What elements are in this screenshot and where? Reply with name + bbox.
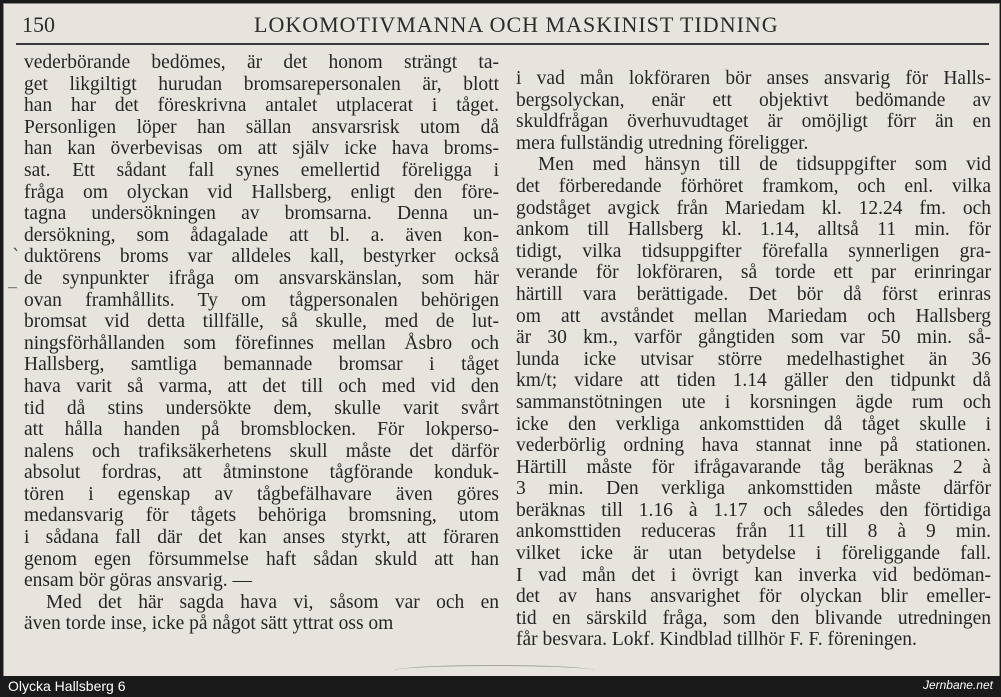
text-line: härtill vara berättigade. Det bör då först erinras [516, 283, 991, 305]
text-line: Med det här sagda hava vi, såsom var och en [46, 591, 499, 613]
page-header [4, 10, 999, 42]
text-line: de synpunkter ifråga om ansvarskänslan, som här [24, 267, 499, 289]
page-number: 150 [22, 12, 55, 37]
text-line: genom egen försummelse haft sådan skuld att han [24, 548, 499, 570]
text-line: Men med hänsyn till de tidsuppgifter som vid [538, 154, 991, 176]
text-line: verande för lokföraren, så torde ett par erinringar [516, 262, 991, 284]
text-line: get likgiltigt hurudan bromsarepersonalen är, blott [24, 73, 499, 95]
text-line: om att avståndet mellan Mariedam och Hallsberg [516, 305, 991, 327]
left-column [24, 52, 499, 635]
text-line: Härtill måste för ifrågavarande tåg beräknas 2 à [516, 456, 991, 478]
header-rule [16, 43, 989, 45]
text-line: godståget avgick från Mariedam kl. 12.24 fm. och [516, 197, 991, 219]
text-line: i vad mån lokföraren bör anses ansvarig för Halls- [516, 68, 991, 89]
text-line: ovan framhållits. Ty om tågpersonalen behörigen [24, 289, 499, 311]
text-line: får besvara. Lokf. Kindblad tillhör F. F. föreningen. [516, 629, 917, 651]
text-line: ankomsttiden reduceras från 11 till 8 à 9 min. [516, 521, 991, 543]
document-page [3, 3, 1000, 677]
text-line: fråga om olyckan vid Hallsberg, enligt den före- [24, 181, 499, 203]
text-line: tid då stins undersökte dem, skulle varit svårt [24, 397, 499, 419]
text-line: även torde inse, icke på något sätt yttrat oss om [24, 613, 394, 635]
text-line: tidigt, vilka tidsuppgifter förefalla synnerligen gra- [516, 240, 991, 262]
text-line: tagna undersökningen av bromsarna. Denna un- [24, 203, 499, 225]
text-line: bergsolyckan, enär ett objektivt bedömande av [516, 89, 991, 111]
text-line: I vad mån det i övrigt kan inverka vid bedöman- [516, 564, 991, 586]
text-line: sat. Ett sådant fall synes emellertid föreligga i [24, 159, 499, 181]
text-line: ensam bör göras ansvarig. — [24, 570, 252, 592]
text-line: 3 min. Den verkliga ankomsttiden måste därför [516, 478, 991, 500]
text-line: nalens och trafiksäkerhetens skull måste det därför [24, 440, 499, 462]
text-line: att hålla handen på bromsblocken. För lokperso- [24, 419, 499, 441]
text-line: duktörens broms var alldeles kall, bestyrker också [24, 246, 499, 268]
text-line: tören i egenskap av tågbefälhavare även göres [24, 483, 499, 505]
text-line: sammanstötningen ute i korsningen ägde rum och [516, 391, 991, 413]
text-line: det av hans ansvarighet för olyckan blir emeller- [516, 586, 991, 608]
text-line: icke den verkliga ankomsttiden då tåget skulle i [516, 413, 991, 435]
image-caption: Olycka Hallsberg 6 [8, 678, 126, 694]
text-line: vilket icke är utan betydelse i föreliggande fall. [516, 543, 991, 565]
text-line: bromsat vid detta tillfälle, så skulle, med de lut- [24, 311, 499, 333]
margin-mark: ` [12, 246, 21, 267]
text-line: han kan överbevisas om att själv icke hava broms- [24, 138, 499, 160]
text-line: vederbörande bedömes, är det honom strängt ta- [24, 52, 499, 73]
text-line: absolut fordras, att åtminstone tågförande konduk- [24, 462, 499, 484]
text-line: skuldfrågan överhuvudtaget är omöjligt förr än en [516, 111, 991, 133]
text-line: det förberedande förhöret framkom, och enl. vilka [516, 175, 991, 197]
text-line: han har det föreskrivna antalet utplacerat i tåget. [24, 95, 499, 117]
text-line: ningsförhållanden som förefinnes mellan Åsbro och [24, 332, 499, 354]
text-line: hava varit så varma, att det till och med vid den [24, 375, 499, 397]
margin-mark: _ [8, 268, 17, 289]
text-line: mera fullständig utredning föreligger. [516, 132, 809, 154]
journal-title: LOKOMOTIVMANNA OCH MASKINIST TIDNING [254, 12, 779, 37]
text-line: ankom till Hallsberg kl. 1.14, alltså 11 min. för [516, 219, 991, 241]
text-line: medansvarig för tågets behöriga bromsning, utom [24, 505, 499, 527]
text-line: km/t; vidare att tiden 1.14 gäller den tidpunkt då [516, 370, 991, 392]
site-credit: Jernbane.net [922, 678, 993, 692]
right-column [516, 68, 991, 651]
text-line: i sådana fall där det kan anses styrkt, att föraren [24, 527, 499, 549]
text-line: lunda icke utvisar större medelhastighet än 36 [516, 348, 991, 370]
text-line: är 30 km., varför gångtiden som var 50 min. så- [516, 327, 991, 349]
text-line: vederbörlig ordning hava stannat inne på stationen. [516, 435, 991, 457]
text-line: Hallsberg, samtliga bemannade bromsar i tåget [24, 354, 499, 376]
text-line: tid en särskild fråga, som den blivande utredningen [516, 607, 991, 629]
text-line: Personligen löper han sällan ansvarsrisk utom då [24, 116, 499, 138]
text-line: dersökning, som ådagalade att bl. a. även kon- [24, 224, 499, 246]
caption-bar [0, 676, 1001, 697]
footer-ornament [394, 665, 594, 676]
text-line: beräknas till 1.16 à 1.17 och således den förtidiga [516, 499, 991, 521]
